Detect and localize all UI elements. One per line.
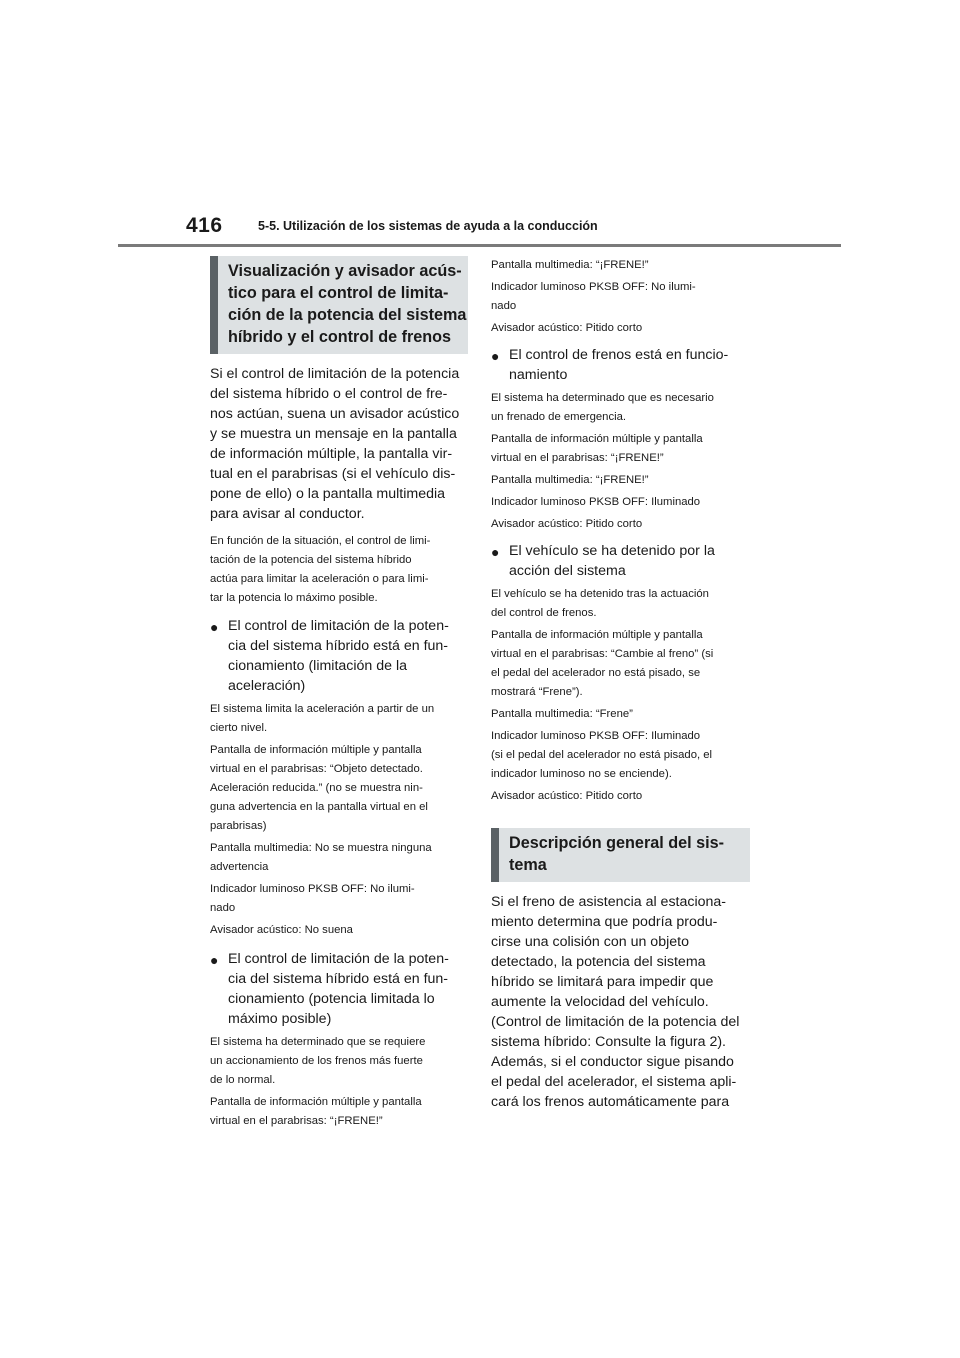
- title-line: tema: [509, 856, 547, 874]
- text-line: (Control de limitación de la potencia del: [491, 1014, 740, 1030]
- text-line: virtual en el parabrisas: “Cambie al freno” (si: [491, 648, 714, 660]
- text-line: cierto nivel.: [210, 722, 268, 734]
- text-line: Indicador luminoso PKSB OFF: Iluminado: [491, 496, 701, 508]
- text-line: El sistema ha determinado que es necesario: [491, 392, 714, 404]
- bullet3-paragraph: [491, 515, 750, 534]
- text-line: mostrará “Frene”).: [491, 686, 583, 698]
- bullet1-paragraph: [210, 700, 468, 738]
- bullet1-paragraph: [210, 921, 468, 940]
- text-line: Si el freno de asistencia al estaciona-: [491, 894, 727, 910]
- running-header: 5-5. Utilización de los sistemas de ayuda a la conducción: [258, 219, 598, 233]
- bullet1-paragraph: [210, 839, 468, 877]
- left-column: [210, 256, 468, 1131]
- text-line: Avisador acústico: No suena: [210, 924, 353, 936]
- section-title-display: [210, 256, 468, 354]
- text-line: advertencia: [210, 861, 269, 873]
- text-line: cará los frenos automáticamente para: [491, 1094, 730, 1110]
- text-line: para avisar al conductor.: [210, 506, 365, 522]
- text-line: virtual en el parabrisas: “¡FRENE!”: [491, 452, 664, 464]
- header-rule: [118, 244, 841, 247]
- text-line: guna advertencia en la pantalla virtual en el: [210, 801, 428, 813]
- text-line: tual en el parabrisas (si el vehículo dis-: [210, 466, 456, 482]
- text-line: tación de la potencia del sistema híbrido: [210, 554, 412, 566]
- bullet1-paragraph: [210, 741, 468, 836]
- text-line: Avisador acústico: Pitido corto: [491, 518, 643, 530]
- text-line: un accionamiento de los frenos más fuerte: [210, 1055, 423, 1067]
- bullet-dot-icon: ●: [210, 952, 219, 968]
- bullet-dot-icon: ●: [491, 544, 500, 560]
- text-line: Avisador acústico: Pitido corto: [491, 322, 643, 334]
- overview-paragraph: [491, 892, 750, 1112]
- text-line: Indicador luminoso PKSB OFF: No ilumi-: [491, 281, 696, 293]
- text-line: de información múltiple, la pantalla vir-: [210, 446, 453, 462]
- text-line: Indicador luminoso PKSB OFF: Iluminado: [491, 730, 701, 742]
- bullet3-paragraph: [491, 389, 750, 427]
- text-line: virtual en el parabrisas: “Objeto detectado.: [210, 763, 423, 775]
- bullet2-paragraph: [210, 1033, 468, 1090]
- bullet1-paragraph: [210, 880, 468, 918]
- text-line: nado: [491, 300, 517, 312]
- text-line: Pantalla multimedia: No se muestra ninguna: [210, 842, 432, 854]
- text-line: Además, si el conductor sigue pisando: [491, 1054, 734, 1070]
- text-line: pone de ello) o la pantalla multimedia: [210, 486, 446, 502]
- bullet-heading-4: [491, 541, 750, 581]
- text-line: máximo posible): [228, 1011, 332, 1027]
- bullet4-paragraph: [491, 787, 750, 806]
- text-line: miento determina que podría produ-: [491, 914, 718, 930]
- text-line: nado: [210, 902, 236, 914]
- text-line: del sistema híbrido o el control de fre-: [210, 386, 448, 402]
- note-paragraph: [210, 532, 468, 608]
- title-line: híbrido y el control de frenos: [228, 328, 452, 346]
- bullet2-paragraph: [210, 1093, 468, 1131]
- text-line: Si el control de limitación de la potencia: [210, 366, 460, 382]
- text-line: El sistema ha determinado que se requiere: [210, 1036, 426, 1048]
- text-line: Pantalla de información múltiple y pantalla: [210, 1096, 422, 1108]
- text-line: acción del sistema: [509, 563, 626, 579]
- text-line: nos actúan, suena un avisador acústico: [210, 406, 460, 422]
- text-line: parabrisas): [210, 820, 267, 832]
- title-line: Descripción general del sis-: [509, 834, 725, 852]
- text-line: cia del sistema híbrido está en fun-: [228, 638, 449, 654]
- bullet3-paragraph: [491, 471, 750, 490]
- cont-paragraph: [491, 278, 750, 316]
- text-line: En función de la situación, el control de limi-: [210, 535, 431, 547]
- bullet-dot-icon: ●: [210, 619, 219, 635]
- text-line: Avisador acústico: Pitido corto: [491, 790, 643, 802]
- text-line: Pantalla multimedia: “¡FRENE!”: [491, 259, 649, 271]
- text-line: El vehículo se ha detenido tras la actuación: [491, 588, 709, 600]
- text-line: Indicador luminoso PKSB OFF: No ilumi-: [210, 883, 415, 895]
- text-line: cionamiento (potencia limitada lo: [228, 991, 435, 1007]
- text-line: aceleración): [228, 678, 306, 694]
- bullet-heading-1: [210, 616, 468, 696]
- text-line: cirse una colisión con un objeto: [491, 934, 689, 950]
- title-line: tico para el control de limita-: [228, 284, 449, 302]
- text-line: Pantalla multimedia: “Frene”: [491, 708, 633, 720]
- text-line: sistema híbrido: Consulte la figura 2).: [491, 1034, 726, 1050]
- text-line: detectado, la potencia del sistema: [491, 954, 706, 970]
- bullet3-paragraph: [491, 493, 750, 512]
- text-line: indicador luminoso no se enciende).: [491, 768, 672, 780]
- text-line: actúa para limitar la aceleración o para limi-: [210, 573, 429, 585]
- bullet4-paragraph: [491, 626, 750, 702]
- text-line: Pantalla multimedia: “¡FRENE!”: [491, 474, 649, 486]
- bullet3-paragraph: [491, 430, 750, 468]
- text-line: virtual en el parabrisas: “¡FRENE!”: [210, 1115, 383, 1127]
- bullet-dot-icon: ●: [491, 348, 500, 364]
- text-line: namiento: [509, 367, 568, 383]
- text-line: El control de limitación de la poten-: [228, 618, 449, 634]
- text-line: tar la potencia lo máximo posible.: [210, 592, 378, 604]
- text-line: Pantalla de información múltiple y pantalla: [210, 744, 422, 756]
- cont-paragraph: [491, 319, 750, 338]
- text-line: el pedal del acelerador no está pisado, se: [491, 667, 701, 679]
- text-line: híbrido se limitará para impedir que: [491, 974, 714, 990]
- text-line: El control de frenos está en funcio-: [509, 347, 729, 363]
- text-line: un frenado de emergencia.: [491, 411, 627, 423]
- text-line: Aceleración reducida.” (no se muestra nin-: [210, 782, 423, 794]
- bullet-heading-2: [210, 949, 468, 1029]
- right-column: [491, 256, 750, 1112]
- text-line: del control de frenos.: [491, 607, 597, 619]
- title-line: Visualización y avisador acús-: [228, 262, 462, 280]
- text-line: el pedal del acelerador, el sistema apli-: [491, 1074, 737, 1090]
- title-line: ción de la potencia del sistema: [228, 306, 467, 324]
- section-title-overview: [491, 828, 750, 882]
- text-line: cia del sistema híbrido está en fun-: [228, 971, 449, 987]
- bullet4-paragraph: [491, 585, 750, 623]
- text-line: El sistema limita la aceleración a partir de un: [210, 703, 435, 715]
- intro-paragraph: [210, 364, 468, 524]
- bullet4-paragraph: [491, 705, 750, 724]
- text-line: El vehículo se ha detenido por la: [509, 543, 715, 559]
- text-line: aumente la velocidad del vehículo.: [491, 994, 709, 1010]
- text-line: y se muestra un mensaje en la pantalla: [210, 426, 457, 442]
- bullet-heading-3: [491, 345, 750, 385]
- text-line: Pantalla de información múltiple y pantalla: [491, 433, 703, 445]
- cont-paragraph: [491, 256, 750, 275]
- bullet4-paragraph: [491, 727, 750, 784]
- text-line: (si el pedal del acelerador no está pisado, el: [491, 749, 713, 761]
- text-line: cionamiento (limitación de la: [228, 658, 408, 674]
- text-line: de lo normal.: [210, 1074, 276, 1086]
- text-line: El control de limitación de la poten-: [228, 951, 449, 967]
- text-line: Pantalla de información múltiple y pantalla: [491, 629, 703, 641]
- page-number: 416: [186, 214, 223, 237]
